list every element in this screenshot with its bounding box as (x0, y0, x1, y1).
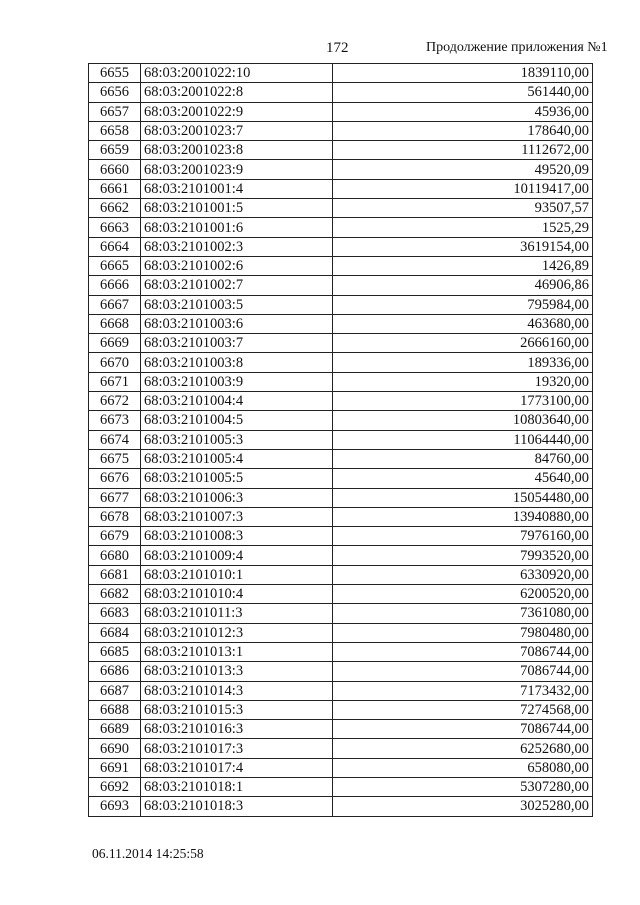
cadastral-value-cell: 19320,00 (333, 372, 593, 391)
cadastral-number-cell: 68:03:2101010:1 (141, 565, 333, 584)
cadastral-number-cell: 68:03:2101006:3 (141, 488, 333, 507)
row-number-cell: 6680 (89, 546, 141, 565)
cadastral-value-cell: 7086744,00 (333, 642, 593, 661)
cadastral-number-cell: 68:03:2101014:3 (141, 681, 333, 700)
table-row (89, 334, 593, 353)
table-row (89, 256, 593, 275)
table-row (89, 179, 593, 198)
cadastral-number-cell: 68:03:2101004:4 (141, 392, 333, 411)
row-number-cell: 6665 (89, 256, 141, 275)
cadastral-number-cell: 68:03:2101013:3 (141, 662, 333, 681)
table-row (89, 218, 593, 237)
row-number-cell: 6681 (89, 565, 141, 584)
row-number-cell: 6655 (89, 64, 141, 83)
cadastral-number-cell: 68:03:2101003:7 (141, 334, 333, 353)
row-number-cell: 6676 (89, 469, 141, 488)
cadastral-number-cell: 68:03:2101018:1 (141, 777, 333, 796)
cadastral-number-cell: 68:03:2101009:4 (141, 546, 333, 565)
row-number-cell: 6670 (89, 353, 141, 372)
table-row (89, 237, 593, 256)
cadastral-value-cell: 10803640,00 (333, 411, 593, 430)
table-row (89, 295, 593, 314)
row-number-cell: 6668 (89, 314, 141, 333)
cadastral-value-cell: 7274568,00 (333, 700, 593, 719)
row-number-cell: 6666 (89, 276, 141, 295)
cadastral-number-cell: 68:03:2101003:5 (141, 295, 333, 314)
cadastral-value-cell: 561440,00 (333, 83, 593, 102)
row-number-cell: 6679 (89, 527, 141, 546)
row-number-cell: 6685 (89, 642, 141, 661)
table-row (89, 662, 593, 681)
row-number-cell: 6682 (89, 585, 141, 604)
cadastral-number-cell: 68:03:2101003:6 (141, 314, 333, 333)
cadastral-value-cell: 463680,00 (333, 314, 593, 333)
cadastral-value-cell: 5307280,00 (333, 777, 593, 796)
page-number: 172 (326, 40, 349, 56)
cadastral-value-cell: 93507,57 (333, 199, 593, 218)
table-row (89, 83, 593, 102)
table-row (89, 758, 593, 777)
table-row (89, 797, 593, 816)
cadastral-value-cell: 795984,00 (333, 295, 593, 314)
cadastral-value-cell: 178640,00 (333, 121, 593, 140)
row-number-cell: 6693 (89, 797, 141, 816)
cadastral-value-cell: 7086744,00 (333, 662, 593, 681)
cadastral-value-cell: 6330920,00 (333, 565, 593, 584)
table-row (89, 623, 593, 642)
row-number-cell: 6659 (89, 141, 141, 160)
table-row (89, 353, 593, 372)
table-row (89, 160, 593, 179)
table-row (89, 372, 593, 391)
table-row (89, 141, 593, 160)
table-body (89, 64, 593, 817)
table-row (89, 392, 593, 411)
cadastral-number-cell: 68:03:2001022:8 (141, 83, 333, 102)
table-row (89, 469, 593, 488)
cadastral-value-cell: 45936,00 (333, 102, 593, 121)
cadastral-value-cell: 84760,00 (333, 449, 593, 468)
cadastral-number-cell: 68:03:2101007:3 (141, 507, 333, 526)
cadastral-value-cell: 1773100,00 (333, 392, 593, 411)
table-row (89, 488, 593, 507)
cadastral-value-cell: 7086744,00 (333, 720, 593, 739)
cadastral-value-cell: 7173432,00 (333, 681, 593, 700)
row-number-cell: 6663 (89, 218, 141, 237)
table-row (89, 585, 593, 604)
cadastral-number-cell: 68:03:2101001:4 (141, 179, 333, 198)
print-timestamp: 06.11.2014 14:25:58 (92, 846, 204, 861)
cadastral-number-cell: 68:03:2101015:3 (141, 700, 333, 719)
cadastral-value-cell: 3025280,00 (333, 797, 593, 816)
table-row (89, 681, 593, 700)
table-row (89, 64, 593, 83)
cadastral-value-cell: 1839110,00 (333, 64, 593, 83)
table-row (89, 777, 593, 796)
cadastral-value-cell: 49520,09 (333, 160, 593, 179)
row-number-cell: 6656 (89, 83, 141, 102)
row-number-cell: 6658 (89, 121, 141, 140)
cadastral-value-cell: 7980480,00 (333, 623, 593, 642)
cadastral-number-cell: 68:03:2101008:3 (141, 527, 333, 546)
row-number-cell: 6683 (89, 604, 141, 623)
cadastral-value-cell: 6252680,00 (333, 739, 593, 758)
row-number-cell: 6686 (89, 662, 141, 681)
cadastral-number-cell: 68:03:2101005:4 (141, 449, 333, 468)
row-number-cell: 6690 (89, 739, 141, 758)
table-row (89, 199, 593, 218)
table-row (89, 276, 593, 295)
cadastral-value-cell: 7976160,00 (333, 527, 593, 546)
cadastral-number-cell: 68:03:2101012:3 (141, 623, 333, 642)
cadastral-number-cell: 68:03:2101005:5 (141, 469, 333, 488)
table-row (89, 449, 593, 468)
cadastral-value-cell: 10119417,00 (333, 179, 593, 198)
row-number-cell: 6675 (89, 449, 141, 468)
cadastral-value-cell: 7993520,00 (333, 546, 593, 565)
row-number-cell: 6691 (89, 758, 141, 777)
row-number-cell: 6674 (89, 430, 141, 449)
row-number-cell: 6662 (89, 199, 141, 218)
row-number-cell: 6657 (89, 102, 141, 121)
cadastral-number-cell: 68:03:2101001:5 (141, 199, 333, 218)
row-number-cell: 6661 (89, 179, 141, 198)
cadastral-value-cell: 7361080,00 (333, 604, 593, 623)
cadastral-number-cell: 68:03:2101002:3 (141, 237, 333, 256)
row-number-cell: 6660 (89, 160, 141, 179)
cadastral-value-cell: 658080,00 (333, 758, 593, 777)
cadastral-number-cell: 68:03:2101002:6 (141, 256, 333, 275)
table-row (89, 565, 593, 584)
cadastral-number-cell: 68:03:2101005:3 (141, 430, 333, 449)
row-number-cell: 6687 (89, 681, 141, 700)
row-number-cell: 6678 (89, 507, 141, 526)
cadastral-number-cell: 68:03:2001022:10 (141, 64, 333, 83)
table-row (89, 604, 593, 623)
cadastral-value-cell: 15054480,00 (333, 488, 593, 507)
table-row (89, 546, 593, 565)
table-row (89, 700, 593, 719)
row-number-cell: 6667 (89, 295, 141, 314)
appendix-continuation-note: Продолжение приложения №1 (426, 40, 608, 55)
cadastral-value-cell: 11064440,00 (333, 430, 593, 449)
row-number-cell: 6669 (89, 334, 141, 353)
row-number-cell: 6692 (89, 777, 141, 796)
row-number-cell: 6672 (89, 392, 141, 411)
cadastral-number-cell: 68:03:2001023:9 (141, 160, 333, 179)
table-row (89, 411, 593, 430)
row-number-cell: 6688 (89, 700, 141, 719)
cadastral-number-cell: 68:03:2101016:3 (141, 720, 333, 739)
cadastral-number-cell: 68:03:2101010:4 (141, 585, 333, 604)
row-number-cell: 6677 (89, 488, 141, 507)
table-row (89, 121, 593, 140)
cadastral-value-cell: 6200520,00 (333, 585, 593, 604)
table-row (89, 507, 593, 526)
cadastral-number-cell: 68:03:2101001:6 (141, 218, 333, 237)
cadastral-number-cell: 68:03:2101011:3 (141, 604, 333, 623)
table-row (89, 642, 593, 661)
cadastral-number-cell: 68:03:2001023:8 (141, 141, 333, 160)
cadastral-number-cell: 68:03:2001023:7 (141, 121, 333, 140)
table-row (89, 314, 593, 333)
row-number-cell: 6684 (89, 623, 141, 642)
cadastral-number-cell: 68:03:2101013:1 (141, 642, 333, 661)
row-number-cell: 6664 (89, 237, 141, 256)
cadastral-value-cell: 45640,00 (333, 469, 593, 488)
cadastral-value-cell: 2666160,00 (333, 334, 593, 353)
cadastral-value-cell: 1426,89 (333, 256, 593, 275)
cadastral-value-cell: 189336,00 (333, 353, 593, 372)
row-number-cell: 6671 (89, 372, 141, 391)
cadastral-value-table (88, 63, 592, 817)
row-number-cell: 6689 (89, 720, 141, 739)
cadastral-number-cell: 68:03:2101003:9 (141, 372, 333, 391)
cadastral-value-cell: 13940880,00 (333, 507, 593, 526)
table-row (89, 527, 593, 546)
cadastral-value-cell: 1112672,00 (333, 141, 593, 160)
cadastral-number-cell: 68:03:2101017:4 (141, 758, 333, 777)
table-row (89, 739, 593, 758)
cadastral-number-cell: 68:03:2101017:3 (141, 739, 333, 758)
cadastral-number-cell: 68:03:2101004:5 (141, 411, 333, 430)
table-row (89, 102, 593, 121)
cadastral-number-cell: 68:03:2001022:9 (141, 102, 333, 121)
cadastral-number-cell: 68:03:2101018:3 (141, 797, 333, 816)
cadastral-value-cell: 3619154,00 (333, 237, 593, 256)
cadastral-value-cell: 1525,29 (333, 218, 593, 237)
cadastral-number-cell: 68:03:2101002:7 (141, 276, 333, 295)
table-row (89, 430, 593, 449)
row-number-cell: 6673 (89, 411, 141, 430)
cadastral-number-cell: 68:03:2101003:8 (141, 353, 333, 372)
cadastral-value-cell: 46906,86 (333, 276, 593, 295)
table-row (89, 720, 593, 739)
